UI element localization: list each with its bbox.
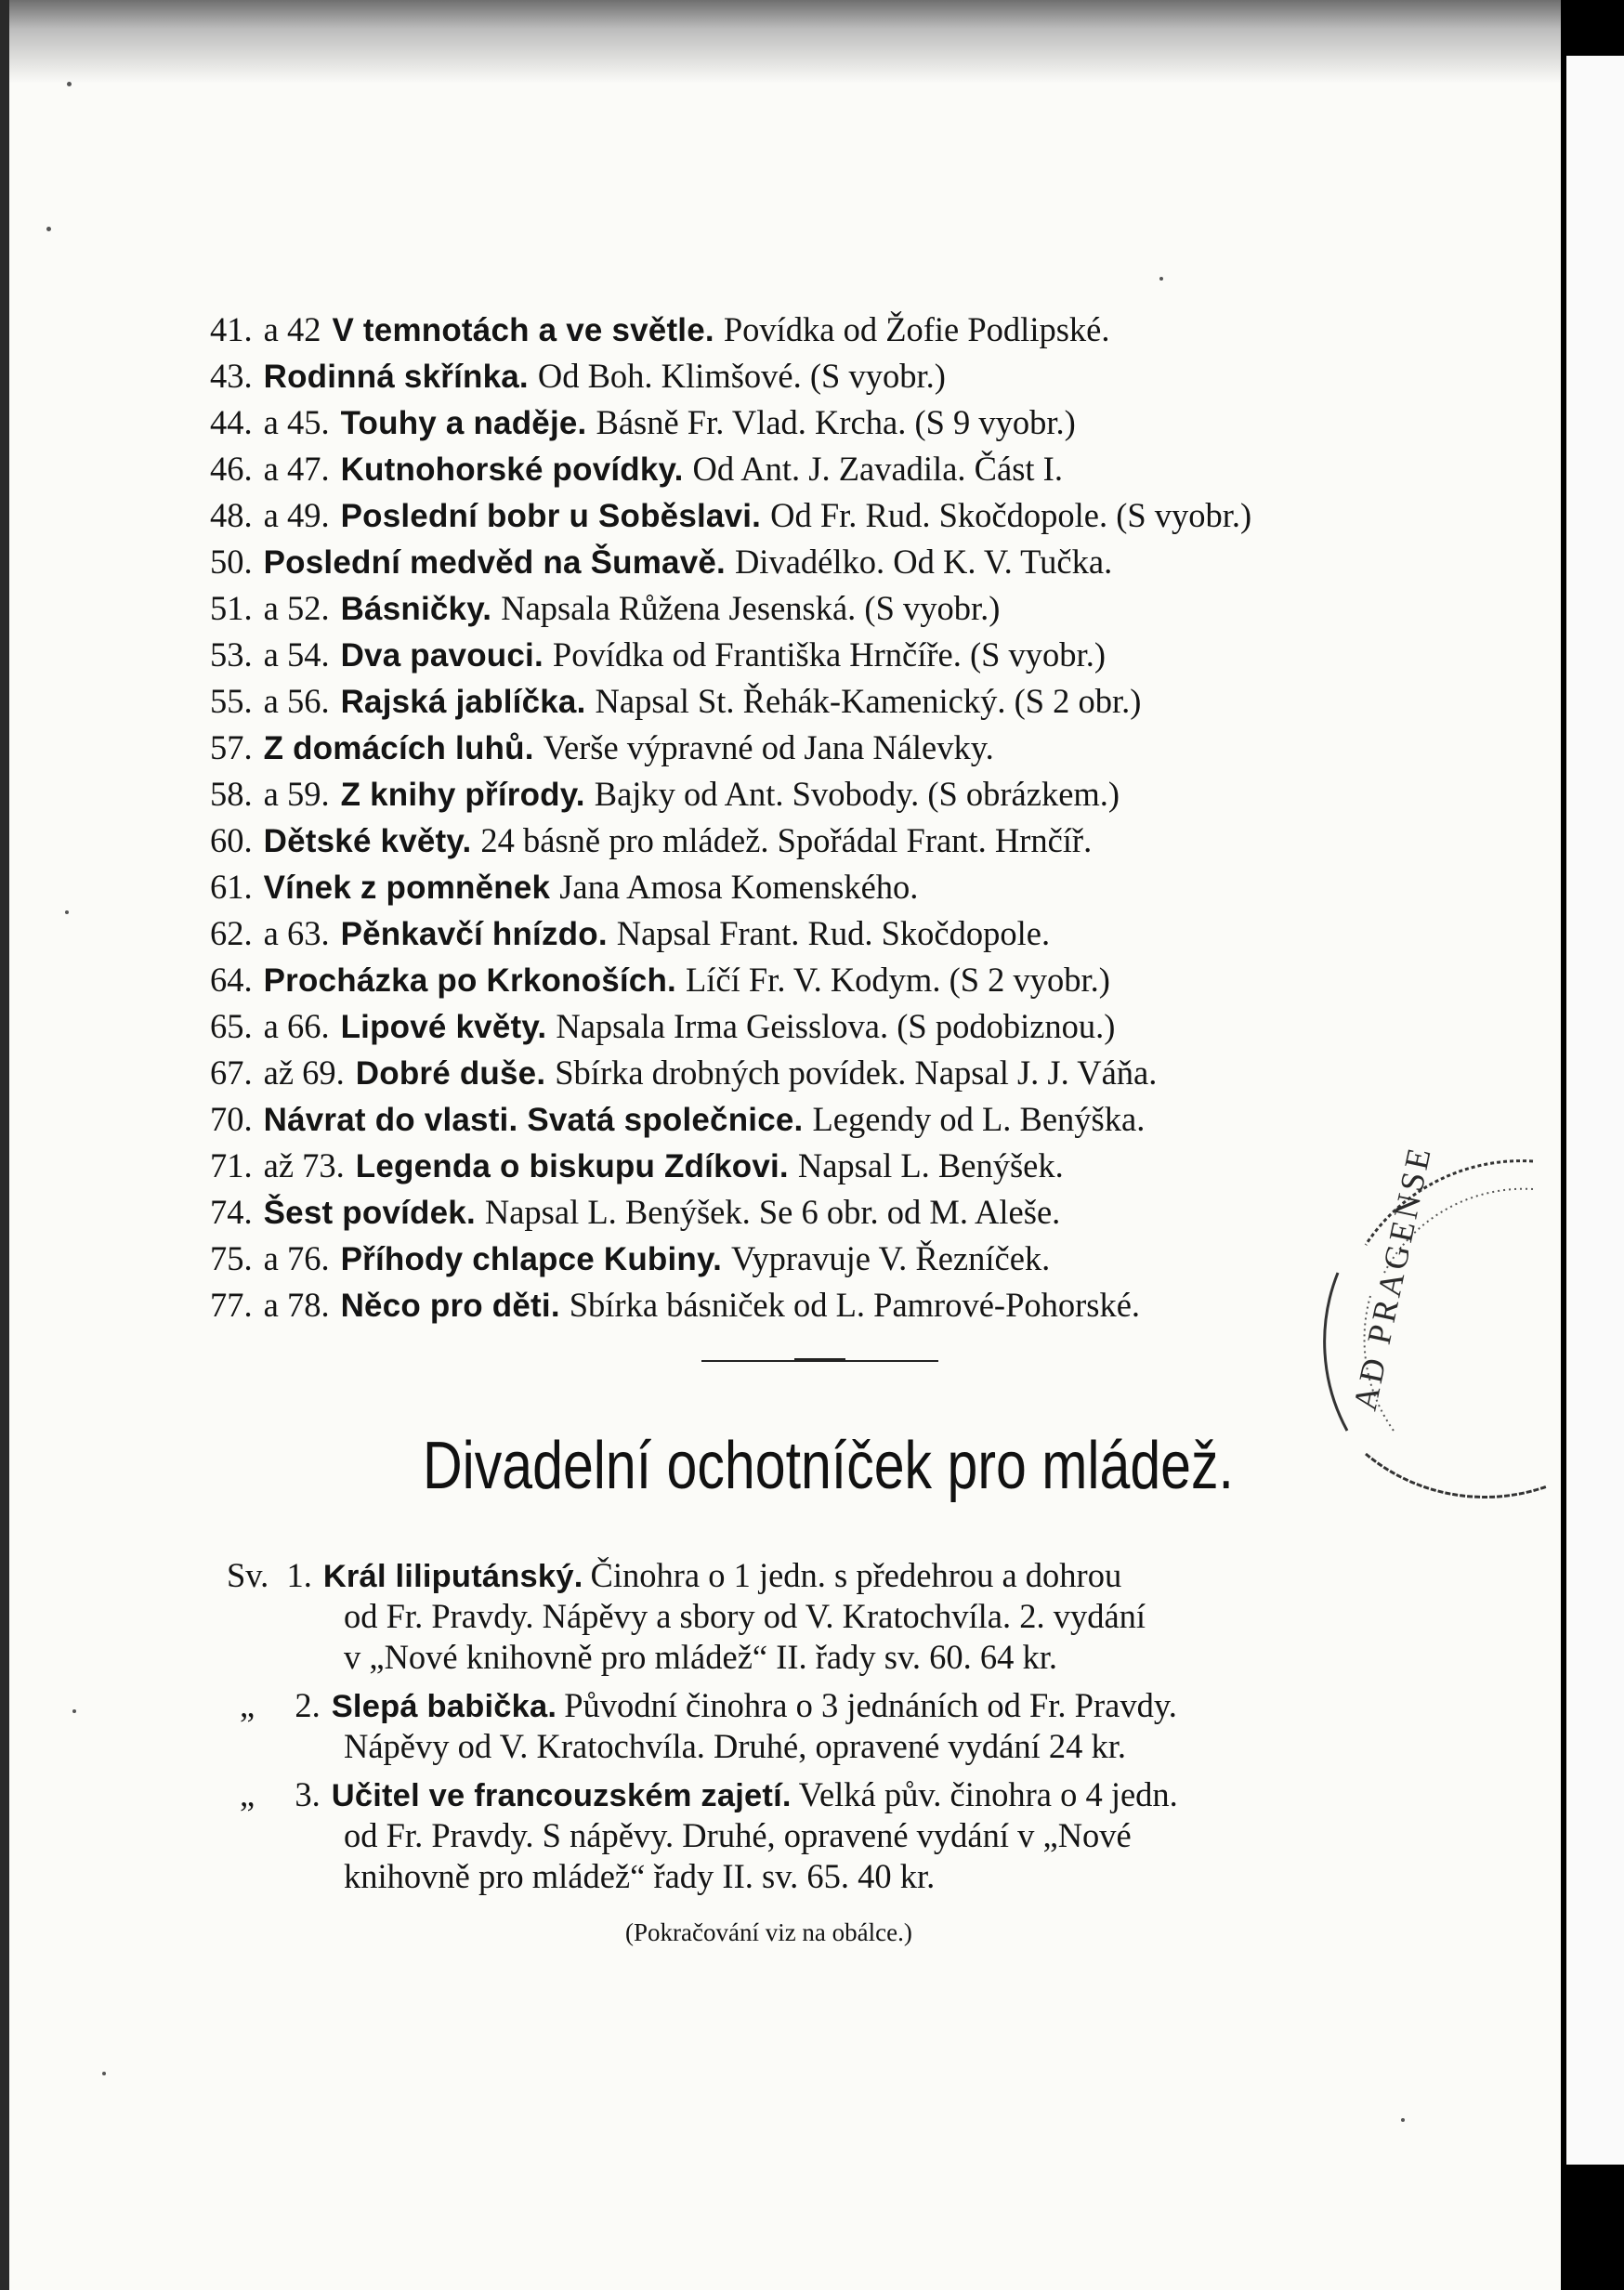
catalog-entry (210, 818, 1408, 864)
entry-description: Napsala Irma Geisslova. (S podobiznou.) (556, 1007, 1116, 1045)
entry-description: Napsal L. Benýšek. (797, 1146, 1064, 1184)
play-description: Původní činohra o 3 jednáních od Fr. Pravdy. (564, 1686, 1177, 1724)
entry-description: Napsala Růžena Jesenská. (S vyobr.) (501, 589, 1001, 627)
catalog-entry (210, 446, 1408, 492)
entry-description: Verše výpravné od Jana Nálevky. (543, 728, 994, 766)
play-entry-line (227, 1555, 1121, 1597)
entry-description: Od Fr. Rud. Skočdopole. (S vyobr.) (770, 496, 1252, 534)
entry-title: Básničky. (340, 591, 492, 627)
entry-number: 58. (210, 775, 253, 813)
entry-number: 48. (210, 496, 253, 534)
entry-number: 43. (210, 357, 253, 395)
play-prefix: Sv. (227, 1556, 269, 1594)
catalog-entry (210, 1143, 1408, 1189)
catalog-entry (210, 910, 1408, 957)
entry-title: V temnotách a ve světle. (332, 312, 714, 348)
entry-number: 71. (210, 1146, 253, 1184)
divider-line (701, 1360, 938, 1362)
entry-range: a 45. (263, 403, 330, 441)
play-number: 3. (295, 1775, 321, 1813)
catalog-entry (210, 307, 1408, 353)
divider-mark (794, 1358, 845, 1360)
entry-description: Jana Amosa Komenského. (559, 868, 919, 906)
section-heading: Divadelní ochotníček pro mládež. (423, 1429, 1234, 1503)
catalog-entry (210, 585, 1408, 632)
entry-number: 51. (210, 589, 253, 627)
catalog-entry (210, 492, 1408, 539)
entry-description: Od Boh. Klimšové. (S vyobr.) (537, 357, 946, 395)
entry-title: Lipové květy. (340, 1009, 547, 1045)
entry-number: 62. (210, 914, 253, 952)
entry-range: až 69. (263, 1053, 345, 1092)
entry-range: a 42 (263, 310, 321, 348)
entry-number: 50. (210, 543, 253, 581)
speck (102, 2072, 106, 2075)
play-title: Učitel ve francouzském zajetí. (331, 1778, 792, 1813)
entry-title: Poslední bobr u Soběslavi. (340, 498, 762, 534)
entry-description: Napsal St. Řehák-Kamenický. (S 2 obr.) (595, 682, 1142, 720)
entry-range: a 63. (263, 914, 330, 952)
play-number: 1. (286, 1556, 312, 1594)
entry-title: Dva pavouci. (340, 637, 544, 674)
entry-title: Procházka po Krkonoších. (263, 962, 676, 999)
play-prefix: „ (240, 1775, 255, 1813)
entry-description: Bajky od Ant. Svobody. (S obrázkem.) (594, 775, 1120, 813)
catalog-entry (210, 539, 1408, 585)
entry-description: Legendy od L. Benýška. (812, 1100, 1146, 1138)
entry-number: 44. (210, 403, 253, 441)
entry-range: a 52. (263, 589, 330, 627)
entry-number: 41. (210, 310, 253, 348)
speck (72, 1709, 76, 1713)
play-entry-line: knihovně pro mládež“ řady II. sv. 65. 40 kr. (344, 1857, 936, 1895)
entry-range: a 76. (263, 1239, 330, 1277)
entry-description: Sbírka básniček od L. Pamrové-Pohorské. (569, 1286, 1141, 1324)
entry-number: 65. (210, 1007, 253, 1045)
play-entry-line: od Fr. Pravdy. S nápěvy. Druhé, opravené vydání v „Nové (344, 1816, 1132, 1854)
play-description: Velká pův. činohra o 4 jedn. (798, 1775, 1178, 1813)
entry-number: 70. (210, 1100, 253, 1138)
entry-range: a 66. (263, 1007, 330, 1045)
catalog-entry (210, 632, 1408, 678)
entry-title: Dětské květy. (263, 823, 472, 859)
adjacent-page-edge (1566, 56, 1624, 2165)
entry-title: Příhody chlapce Kubiny. (340, 1241, 722, 1277)
entry-title: Něco pro děti. (340, 1288, 560, 1324)
catalog-entry (210, 1003, 1408, 1050)
entry-description: 24 básně pro mládež. Spořádal Frant. Hrnčíř. (480, 821, 1093, 859)
play-entry-line: Nápěvy od V. Kratochvíla. Druhé, opravené vydání 24 kr. (344, 1727, 1126, 1765)
play-entry-line (240, 1685, 1177, 1727)
play-entry-line: v „Nové knihovně pro mládež“ II. řady sv. 60. 64 kr. (344, 1638, 1057, 1676)
entry-title: Rajská jablíčka. (340, 684, 586, 720)
play-entry-line: od Fr. Pravdy. Nápěvy a sbory od V. Kratochvíla. 2. vydání (344, 1597, 1146, 1635)
catalog-entry (210, 864, 1408, 910)
entry-title: Vínek z pomněnek (263, 870, 551, 906)
entry-description: Od Ant. J. Zavadila. Část I. (692, 450, 1063, 488)
entry-title: Dobré duše. (355, 1055, 546, 1092)
catalog-entry (210, 771, 1408, 818)
entry-title: Poslední medvěd na Šumavě. (263, 544, 726, 581)
entry-number: 53. (210, 635, 253, 674)
entry-description: Napsal Frant. Rud. Skočdopole. (616, 914, 1051, 952)
scan-shadow-top (0, 0, 1561, 84)
catalog-entry (210, 1050, 1408, 1096)
library-stamp (1282, 1133, 1552, 1514)
entry-number: 60. (210, 821, 253, 859)
entry-description: Povídka od Františka Hrnčíře. (S vyobr.) (552, 635, 1106, 674)
speck (46, 227, 51, 231)
catalog-entry (210, 399, 1408, 446)
entry-description: Vypravuje V. Řezníček. (731, 1239, 1051, 1277)
continuation-note: (Pokračování viz na obálce.) (625, 1918, 912, 1946)
entry-description: Povídka od Žofie Podlipské. (723, 310, 1110, 348)
entry-title: Návrat do vlasti. Svatá společnice. (263, 1102, 804, 1138)
catalog-entry (210, 1282, 1408, 1328)
speck (1159, 277, 1163, 281)
catalog-entry (210, 1189, 1408, 1236)
section-divider (701, 1358, 938, 1364)
catalog-entry (210, 353, 1408, 399)
entry-range: a 54. (263, 635, 330, 674)
entry-title: Pěnkavčí hnízdo. (340, 916, 608, 952)
entry-number: 55. (210, 682, 253, 720)
entry-title: Z knihy přírody. (340, 777, 585, 813)
entry-number: 46. (210, 450, 253, 488)
play-description: Činohra o 1 jedn. s předehrou a dohrou (590, 1556, 1122, 1594)
catalog-entry (210, 678, 1408, 725)
entry-number: 67. (210, 1053, 253, 1092)
speck (65, 910, 69, 914)
play-number: 2. (295, 1686, 321, 1724)
entry-description: Básně Fr. Vlad. Krcha. (S 9 vyobr.) (596, 403, 1076, 441)
speck (67, 82, 72, 86)
speck (1401, 2118, 1405, 2122)
catalog-entry (210, 1096, 1408, 1143)
entry-number: 61. (210, 868, 253, 906)
entry-title: Legenda o biskupu Zdíkovi. (355, 1148, 789, 1184)
entry-title: Šest povídek. (263, 1195, 476, 1231)
entry-description: Divadélko. Od K. V. Tučka. (734, 543, 1113, 581)
entry-range: a 56. (263, 682, 330, 720)
play-entry-line (240, 1774, 1178, 1816)
entry-range: až 73. (263, 1146, 345, 1184)
entry-number: 77. (210, 1286, 253, 1324)
entry-number: 64. (210, 961, 253, 999)
entry-description: Sbírka drobných povídek. Napsal J. J. Váňa. (555, 1053, 1158, 1092)
entry-description: Napsal L. Benýšek. Se 6 obr. od M. Aleše. (484, 1193, 1061, 1231)
entry-number: 75. (210, 1239, 253, 1277)
entry-range: a 78. (263, 1286, 330, 1324)
entry-title: Touhy a naděje. (340, 405, 587, 441)
catalog-entry (210, 725, 1408, 771)
scan-shadow-left (0, 0, 9, 2290)
entry-range: a 49. (263, 496, 330, 534)
entry-range: a 59. (263, 775, 330, 813)
play-prefix: „ (240, 1686, 255, 1724)
entry-number: 57. (210, 728, 253, 766)
entry-number: 74. (210, 1193, 253, 1231)
catalog-entry (210, 1236, 1408, 1282)
entry-title: Rodinná skřínka. (263, 359, 529, 395)
entry-title: Z domácích luhů. (263, 730, 534, 766)
entry-title: Kutnohorské povídky. (340, 451, 684, 488)
stamp-lettering: AD PRAGENSE (1345, 1141, 1439, 1414)
entry-range: a 47. (263, 450, 330, 488)
play-title: Král liliputánský. (322, 1559, 583, 1594)
play-title: Slepá babička. (331, 1689, 557, 1724)
entry-description: Líčí Fr. V. Kodym. (S 2 vyobr.) (685, 961, 1110, 999)
catalog-entry (210, 957, 1408, 1003)
